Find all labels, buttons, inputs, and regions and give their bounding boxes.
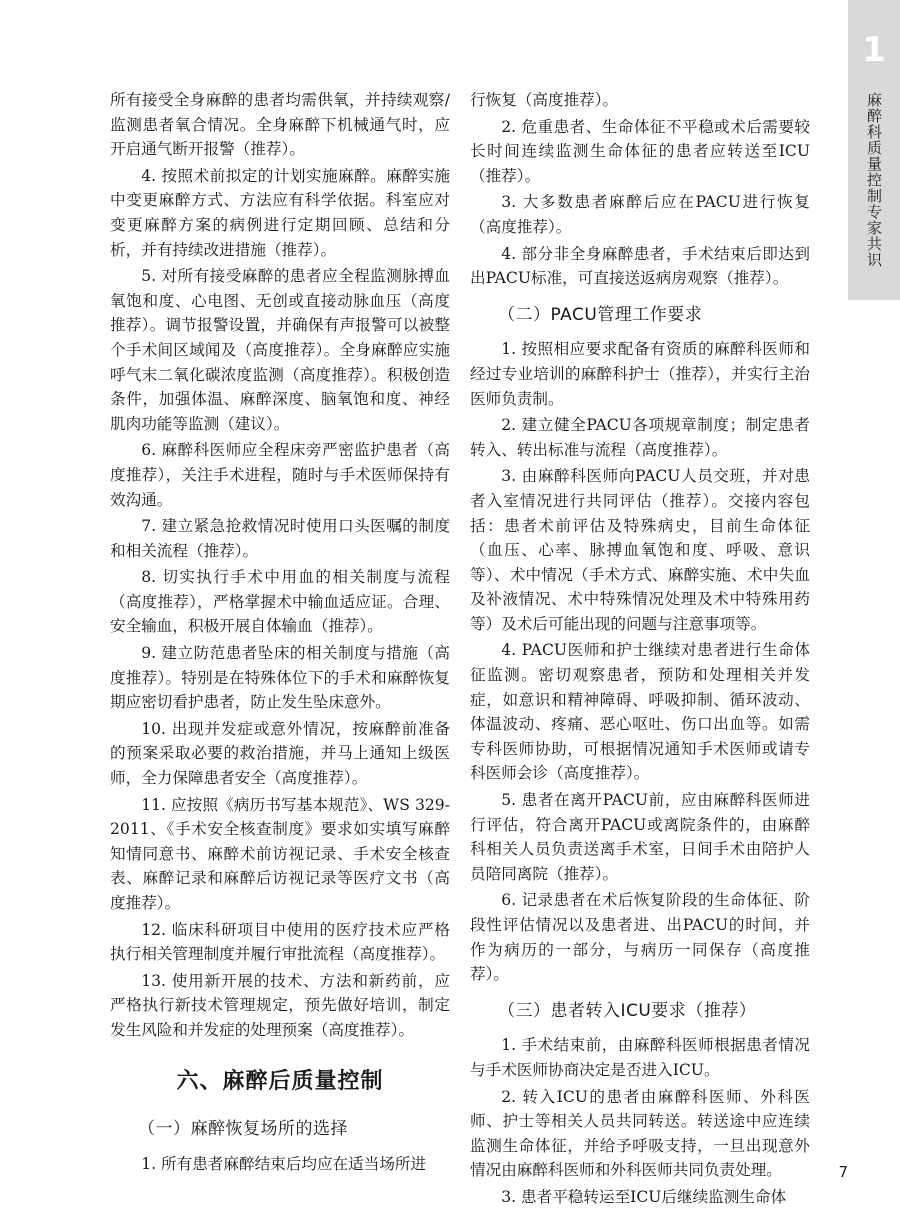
- paragraph: 3. 患者平稳转运至ICU后继续监测生命体: [501, 1187, 787, 1206]
- paragraph: 5. 患者在离开PACU前，应由麻醉科医师进行评估，符合离开PACU或离院条件的，由麻醉科相关人员负责送离手术室，日间手术由陪护人员陪同离院（推荐）。: [470, 791, 810, 883]
- paragraph: 3. 由麻醉科医师向PACU人员交班，并对患者入室情况进行共同评估（推荐）。交接内容包括：患者术前评估及特殊病史，目前生命体征（血压、心率、脉搏血氧饱和度、呼吸、意识等）、术中情况（手术方式、麻醉实施、术中失血及补液情况、术中特殊情况处理及术中特殊用药等）及术后可能出现的问题与注意事项等。: [470, 467, 810, 633]
- paragraph: 所有接受全身麻醉的患者均需供氧，并持续观察/监测患者氧合情况。全身麻醉下机械通气时，应开启通气断开报警（推荐）。: [110, 91, 450, 159]
- paragraph: 4. 部分非全身麻醉患者，手术结束后即达到出PACU标准，可直接送返病房观察（推荐）。: [470, 244, 810, 288]
- left-column: [110, 88, 450, 1178]
- paragraph: 6. 麻醉科医师应全程床旁严密监护患者（高度推荐），关注手术进程，随时与手术医师保持有效沟通。: [110, 441, 450, 509]
- paragraph: 6. 记录患者在术后恢复阶段的生命体征、阶段性评估情况以及患者进、出PACU的时间，并作为病历的一部分，与病历一同保存（高度推荐）。: [470, 891, 810, 984]
- paragraph: 5. 对所有接受麻醉的患者应全程监测脉搏血氧饱和度、心电图、无创或直接动脉血压（高度推荐）。调节报警设置，并确保有声报警可以被整个手术间区域闻及（高度推荐）。全身麻醉应实施呼气末二氧化碳浓度监测（高度推荐）。积极创造条件，加强体温、麻醉深度、脑氧饱和度、神经肌肉功能等监测（建议）。: [110, 267, 450, 433]
- paragraph: 11. 应按照《病历书写基本规范》、WS 329-2011、《手术安全核查制度》要求如实填写麻醉知情同意书、麻醉术前访视记录、手术安全核查表、麻醉记录和麻醉后访视记录等医疗文书（高度推荐）。: [110, 795, 450, 912]
- subsection-title: （二）PACU管理工作要求: [498, 304, 703, 325]
- paragraph: 行恢复（高度推荐）。: [470, 91, 619, 109]
- paragraph: 2. 危重患者、生命体征不平稳或术后需要较长时间连续监测生命体征的患者应转送至ICU（推荐）。: [470, 117, 810, 185]
- paragraph: 4. 按照术前拟定的计划实施麻醉。麻醉实施中变更麻醉方式、方法应有科学依据。科室应对变更麻醉方案的病例进行定期回顾、总结和分析，并有持续改进措施（推荐）。: [110, 166, 450, 259]
- chapter-side-tab: [848, 0, 900, 300]
- paragraph: 1. 手术结束前，由麻醉科医师根据患者情况与手术医师协商决定是否进入ICU。: [470, 1036, 810, 1079]
- paragraph: 2. 转入ICU的患者由麻醉科医师、外科医师、护士等相关人员共同转送。转送途中应连续监测生命体征，并给予呼吸支持，一旦出现意外情况由麻醉科医师和外科医师共同负责处理。: [470, 1087, 810, 1180]
- paragraph: 4. PACU医师和护士继续对患者进行生命体征监测。密切观察患者，预防和处理相关并发症，如意识和精神障碍、呼吸抑制、循环波动、体温波动、疼痛、恶心呕吐、伤口出血等。如需专科医师协助，可根据情况通知手术医师或请专科医师会诊（高度推荐）。: [470, 641, 810, 783]
- subsection-title: （一）麻醉恢复场所的选择: [138, 1119, 348, 1140]
- page-number: 7: [838, 1163, 848, 1181]
- paragraph: 10. 出现并发症或意外情况，按麻醉前准备的预案采取必要的救治措施，并马上通知上级医师，全力保障患者安全（高度推荐）。: [110, 719, 450, 788]
- paragraph: 9. 建立防范患者坠床的相关制度与措施（高度推荐）。特别是在特殊体位下的手术和麻醉恢复期应密切看护患者，防止发生坠床意外。: [110, 644, 450, 712]
- section-title: 六、麻醉后质量控制: [176, 1067, 384, 1094]
- chapter-number: 1: [862, 30, 886, 70]
- paragraph: 1. 按照相应要求配备有资质的麻醉科医师和经过专业培训的麻醉科护士（推荐），并实行主治医师负责制。: [470, 340, 810, 408]
- paragraph: 13. 使用新开展的技术、方法和新药前，应严格执行新技术管理规定，预先做好培训，制定发生风险和并发症的处理预案（高度推荐）。: [110, 971, 450, 1039]
- paragraph: 2. 建立健全PACU各项规章制度；制定患者转入、转出标准与流程（高度推荐）。: [470, 416, 810, 459]
- paragraph: 8. 切实执行手术中用血的相关制度与流程（高度推荐），严格掌握术中输血适应证。合理、安全输血，积极开展自体输血（推荐）。: [110, 568, 450, 636]
- chapter-title: 麻醉科质量控制专家共识: [865, 92, 883, 268]
- paragraph: 7. 建立紧急抢救情况时使用口头医嘱的制度和相关流程（推荐）。: [110, 517, 450, 560]
- right-column: [470, 88, 810, 1212]
- paragraph: 3. 大多数患者麻醉后应在PACU进行恢复（高度推荐）。: [470, 193, 810, 236]
- paragraph: 12. 临床科研项目中使用的医疗技术应严格执行相关管理制度并履行审批流程（高度推荐）。: [110, 920, 450, 964]
- subsection-title: （三）患者转入ICU要求（推荐）: [498, 1000, 757, 1021]
- paragraph: 1. 所有患者麻醉结束后均应在适当场所进: [141, 1154, 427, 1173]
